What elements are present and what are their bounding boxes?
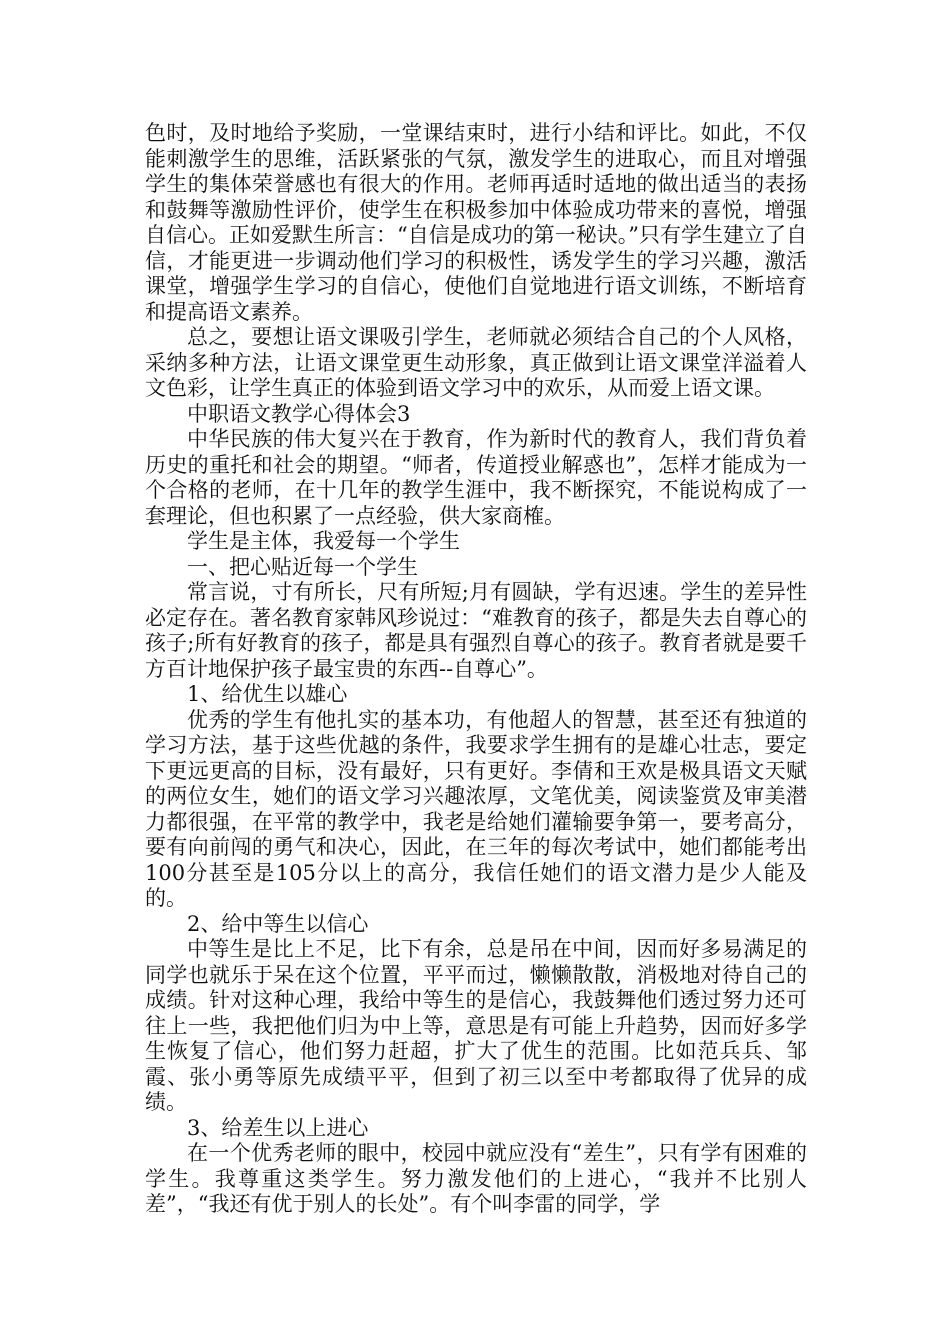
paragraph-differences: 常言说，寸有所长，尺有所短;月有圆缺，学有迟速。学生的差异性必定存在。著名教育家韩风珍说过：“难教育的孩子，都是失去自尊心的孩子;所有好教育的孩子，都是具有强烈自尊心的孩子。教育者就是要千方百计地保护孩子最宝贵的东西--自尊心”。 — [145, 580, 807, 681]
paragraph-struggling-students: 在一个优秀老师的眼中，校园中就应没有“差生”，只有学有困难的学生。我尊重这类学生。努力激发他们的上进心，“我并不比别人差”，“我还有优于别人的长处”。有个叫李雷的同学，学 — [145, 1141, 807, 1216]
paragraph-middle-students: 中等生是比上不足，比下有余，总是吊在中间，因而好多易满足的同学也就乐于呆在这个位置，平平而过，懒懒散散，消极地对待自己的成绩。针对这种心理，我给中等生的是信心，我鼓舞他们透过努力还可往上一些，我把他们归为中上等，意思是有可能上升趋势，因而好多学生恢复了信心，他们努力赶超，扩大了优生的范围。比如范兵兵、邹霞、张小勇等原先成绩平平，但到了初三以至中考都取得了优异的成绩。 — [145, 937, 807, 1114]
subheading-middle-students: 2、给中等生以信心 — [187, 911, 369, 936]
paragraph-intro: 中华民族的伟大复兴在于教育，作为新时代的教育人，我们背负着历史的重托和社会的期望。“师者，传道授业解惑也”，怎样才能成为一个合格的老师，在十几年的教学生涯中，我不断探究，不能说构成了一套理论，但也积累了一点经验，供大家商榷。 — [145, 427, 807, 528]
heading-one: 一、把心贴近每一个学生 — [187, 554, 418, 579]
paragraph-top-students: 优秀的学生有他扎实的基本功，有他超人的智慧，甚至还有独道的学习方法，基于这些优越的条件，我要求学生拥有的是雄心壮志，要定下更远更高的目标，没有最好，只有更好。李倩和王欢是极具语文天赋的两位女生，她们的语文学习兴趣浓厚，文笔优美，阅读鉴赏及审美潜力都很强，在平常的教学中，我老是给她们灌输要争第一，要考高分，要有向前闯的勇气和决心，因此，在三年的每次考试中，她们都能考出100分甚至是105分以上的高分，我信任她们的语文潜力是少人能及的。 — [145, 707, 807, 910]
section-title: 中职语文教学心得体会3 — [187, 401, 411, 426]
paragraph-conclusion: 总之，要想让语文课吸引学生，老师就必须结合自己的个人风格，采纳多种方法，让语文课堂更生动形象，真正做到让语文课堂洋溢着人文色彩，让学生真正的体验到语文学习中的欢乐，从而爱上语文课。 — [145, 325, 807, 400]
paragraph-continued: 色时，及时地给予奖励，一堂课结束时，进行小结和评比。如此，不仅能刺激学生的思维，活跃紧张的气氛，激发学生的进取心，而且对增强学生的集体荣誉感也有很大的作用。老师再适时适地的做出适当的表扬和鼓舞等激励性评价，使学生在积极参加中体验成功带来的喜悦，增强自信心。正如爱默生所言：“自信是成功的第一秘诀。”只有学生建立了自信，才能更进一步调动他们学习的积极性，诱发学生的学习兴趣，激活课堂，增强学生学习的自信心，使他们自觉地进行语文训练，不断培育和提高语文素养。 — [145, 121, 807, 324]
subheading-top-students: 1、给优生以雄心 — [187, 682, 348, 706]
subheading-struggling-students: 3、给差生以上进心 — [187, 1115, 369, 1140]
heading-student-subject: 学生是主体，我爱每一个学生 — [187, 529, 460, 553]
document-body — [145, 121, 807, 1218]
